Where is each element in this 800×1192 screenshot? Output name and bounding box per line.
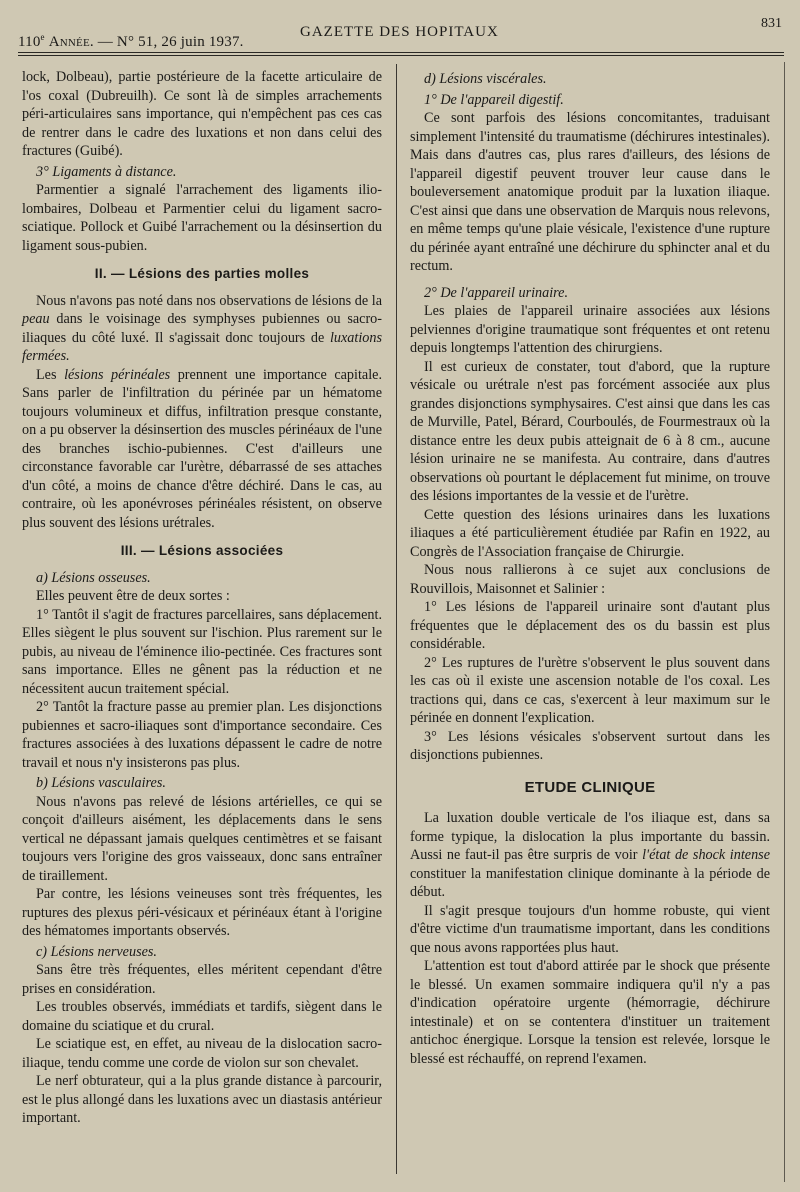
- paragraph-intro: lock, Dolbeau), partie postérieure de la facette articulaire de l'os coxal (Dubreuilh). Ce sont là de simples arrachements péri-articulaires sans importance, qui n'empêchent pas ces cas de rentrer dans le cadre des luxations et non dans celui des fractures (Guibé).: [22, 69, 382, 159]
- paragraph-clinique-3: L'attention est tout d'abord attirée par le shock que présente le blessé. Un examen sommaire indiquera qu'il n'y a pas d'indication opératoire urgente (hémorragie, déchirure intestinale) et on se contentera d'instituer un traitement antichoc énergique. Lorsque la tension est relevée, lorsque le blessé est réchauffé, on reprend l'examen.: [410, 958, 770, 1067]
- left-column: [22, 68, 382, 1128]
- column-divider: [396, 64, 397, 1174]
- paragraph-nerveuses-4: Le nerf obturateur, qui a la plus grande distance à parcourir, est le plus allongé dans les luxations avec un diastasis antérieur important.: [22, 1073, 382, 1126]
- issue-date: . — N° 51, 26 juin 1937.: [89, 34, 244, 50]
- paragraph-urinaire-2: Il est curieux de constater, tout d'abord, que la rupture vésicale ou urétrale n'est pas forcément associée aux plus grandes disjonctions symphysaires. C'est ainsi que dans les cas de Murville, Patel, Bérard, Courboulés, de Fourmestraux où la distance entre les deux pubis atteignait de 6 à 8 cm., aucune lésion urinaire ne se manifesta. Au contraire, dans d'autres observations où pourtant le déplacement fut minime, on trouve des lésions importantes de la vessie et de l'urètre.: [410, 358, 770, 504]
- text-run-italic: lésions périnéales: [64, 366, 171, 383]
- paragraph-molles-1: [22, 292, 382, 366]
- text-run: Les: [36, 366, 65, 383]
- text-run: La luxation double verticale de l'os iliaque est, dans sa forme typique, la dislocation la plus importante du bassin. Aussi ne faut-il pas être surpris de voir: [410, 810, 770, 863]
- page-edge-rule: [784, 62, 785, 1182]
- subheading-viscerales: d) Lésions viscérales.: [424, 71, 547, 87]
- text-run: prennent une importance capitale. Sans parler de l'infiltration du périnée par un hématome toujours volumineux et diffus, infiltration presque constante, on a pu observer la désinsertion des muscles périnéaux de l'une des branches ischio-pubiennes. C'est d'ailleurs une circonstance favorable car l'urètre, débarrassé de ses attaches d'un côté, a moins de chance d'être déchiré. Dans le cas, au contraire, où les aponévroses périnéales résistent, on observe plus souvent des lésions urétrales.: [22, 366, 382, 531]
- issue-word: Année: [48, 34, 90, 50]
- paragraph-digestif: Ce sont parfois des lésions concomitantes, traduisant simplement l'intensité du traumatisme (déchirures intestinales). Mais dans d'autres cas, plus rares d'ailleurs, des lésions de l'appareil digestif peuvent trouver leur cause dans le bouleversement anatomique produit par la luxation iliaque. C'est ainsi que dans une observation de Marquis nous relevons, en même temps qu'une plaie vésicale, l'existence d'une rupture du périnée ayant entraîné une déchirure du sphincter anal et du rectum.: [410, 110, 770, 274]
- paragraph-nerveuses-2: Les troubles observés, immédiats et tardifs, siègent dans le domaine du sciatique et du crural.: [22, 999, 382, 1034]
- paragraph-urinaire-4: Nous nous rallierons à ce sujet aux conclusions de Rouvillois, Maisonnet et Salinier :: [410, 562, 770, 597]
- text-run-italic: peau: [22, 311, 50, 327]
- subheading-nerveuses: c) Lésions nerveuses.: [36, 943, 157, 960]
- paragraph-clinique-1: [410, 809, 770, 902]
- paragraph-urinaire-1: Les plaies de l'appareil urinaire associées aux lésions pelviennes d'origine traumatique sont fréquentes et ont retenu depuis longtemps l'attention des chirurgiens.: [410, 303, 770, 356]
- paragraph-vasculaires-1: Nous n'avons pas relevé de lésions artérielles, ce qui se conçoit d'ailleurs aisément, les déplacements dans le sens vertical ne dépassant jamais quelques centimètres et se faisant toujours vers l'origine des gros vaisseaux, donc sans entraîner de tiraillement.: [22, 793, 382, 884]
- text-run: Nous n'avons pas noté dans nos observations de lésions de la: [36, 292, 382, 309]
- paragraph-ligaments: Parmentier a signalé l'arrachement des ligaments ilio-lombaires, Dolbeau et Parmentier celui du ligament sacro-sciatique. Pollock et Guibé l'arrachement ou la désinsertion du ligament sous-pubien.: [22, 182, 382, 254]
- section-heading-etude-clinique: ETUDE CLINIQUE: [524, 778, 656, 796]
- page-header: [18, 18, 784, 62]
- section-heading-III: III. — Lésions associées: [120, 543, 284, 558]
- paragraph-vasculaires-2: Par contre, les lésions veineuses sont très fréquentes, les ruptures des plexus péri-vésicaux et périnéaux étant à l'origine des hématomes importants observés.: [22, 886, 382, 939]
- text-run-italic: luxations fermées.: [22, 329, 382, 364]
- paragraph-urinaire-6: 2° Les ruptures de l'urètre s'observent le plus souvent dans les cas où il existe une ascension notable de l'os coxal. Les tractions qui, dans ce cas, s'exercent à leur maximum sur le périnée en donnent l'explication.: [410, 654, 770, 726]
- subheading-urinaire: 2° De l'appareil urinaire.: [424, 284, 569, 301]
- paragraph-urinaire-5: 1° Les lésions de l'appareil urinaire sont d'autant plus fréquentes que le déplacement des os du bassin est plus considérable.: [410, 599, 770, 652]
- section-heading-II: II. — Lésions des parties molles: [94, 266, 310, 281]
- right-column: [410, 68, 770, 1068]
- journal-title: GAZETTE DES HOPITAUX: [300, 24, 499, 40]
- text-run: dans le voisinage des symphyses pubiennes ou sacro-iliaques du côté luxé. Il s'agissait donc toujours de: [22, 311, 382, 346]
- text-run: constituer la manifestation clinique dominante à la période de début.: [410, 865, 770, 900]
- paragraph-nerveuses-1: Sans être très fréquentes, elles méritent cependant d'être prises en considération.: [22, 962, 382, 997]
- paragraph-nerveuses-3: Le sciatique est, en effet, au niveau de la dislocation sacro-iliaque, tendu comme une corde de violon sur son chevalet.: [22, 1036, 382, 1071]
- subheading-vasculaires: b) Lésions vasculaires.: [36, 775, 166, 791]
- paragraph-clinique-2: Il s'agit presque toujours d'un homme robuste, qui vient d'être victime d'un traumatisme important, dans les conditions que nous avons rapportées plus haut.: [410, 902, 770, 956]
- header-rule: [18, 52, 784, 56]
- text-run-italic: l'état de shock intense: [642, 847, 770, 863]
- subheading-ligaments: 3° Ligaments à distance.: [36, 163, 177, 180]
- subheading-digestif: 1° De l'appareil digestif.: [424, 91, 564, 108]
- paragraph-urinaire-7: 3° Les lésions vésicales s'observent surtout dans les disjonctions pubiennes.: [410, 728, 770, 763]
- issue-sup: e: [40, 32, 45, 42]
- page-number: 831: [761, 16, 782, 31]
- issue-number: 110: [18, 34, 41, 50]
- paragraph-osseuses-2: 2° Tantôt la fracture passe au premier plan. Les disjonctions pubiennes et sacro-iliaques sont d'importance secondaire. Ces fractures associées à des luxations dépassent le cadre de notre travail et nous n'y insisterons pas plus.: [22, 699, 382, 771]
- paragraph-osseuses-1: 1° Tantôt il s'agit de fractures parcellaires, sans déplacement. Elles siègent le plus souvent sur l'ischion. Plus rarement sur le pubis, au niveau de l'éminence ilio-pectinée. Ces fractures sont sans importance. Elles ne gênent pas la réduction et ne nécessitent aucun traitement spécial.: [22, 606, 382, 697]
- paragraph-urinaire-3: Cette question des lésions urinaires dans les luxations iliaques a été particulièrement étudiée par Rafin en 1922, au Congrès de l'Association française de Chirurgie.: [410, 506, 770, 560]
- paragraph-molles-2: [22, 366, 382, 533]
- paragraph-osseuses-0: Elles peuvent être de deux sortes :: [36, 588, 230, 604]
- subheading-osseuses: a) Lésions osseuses.: [36, 569, 151, 586]
- issue-info: [18, 32, 244, 51]
